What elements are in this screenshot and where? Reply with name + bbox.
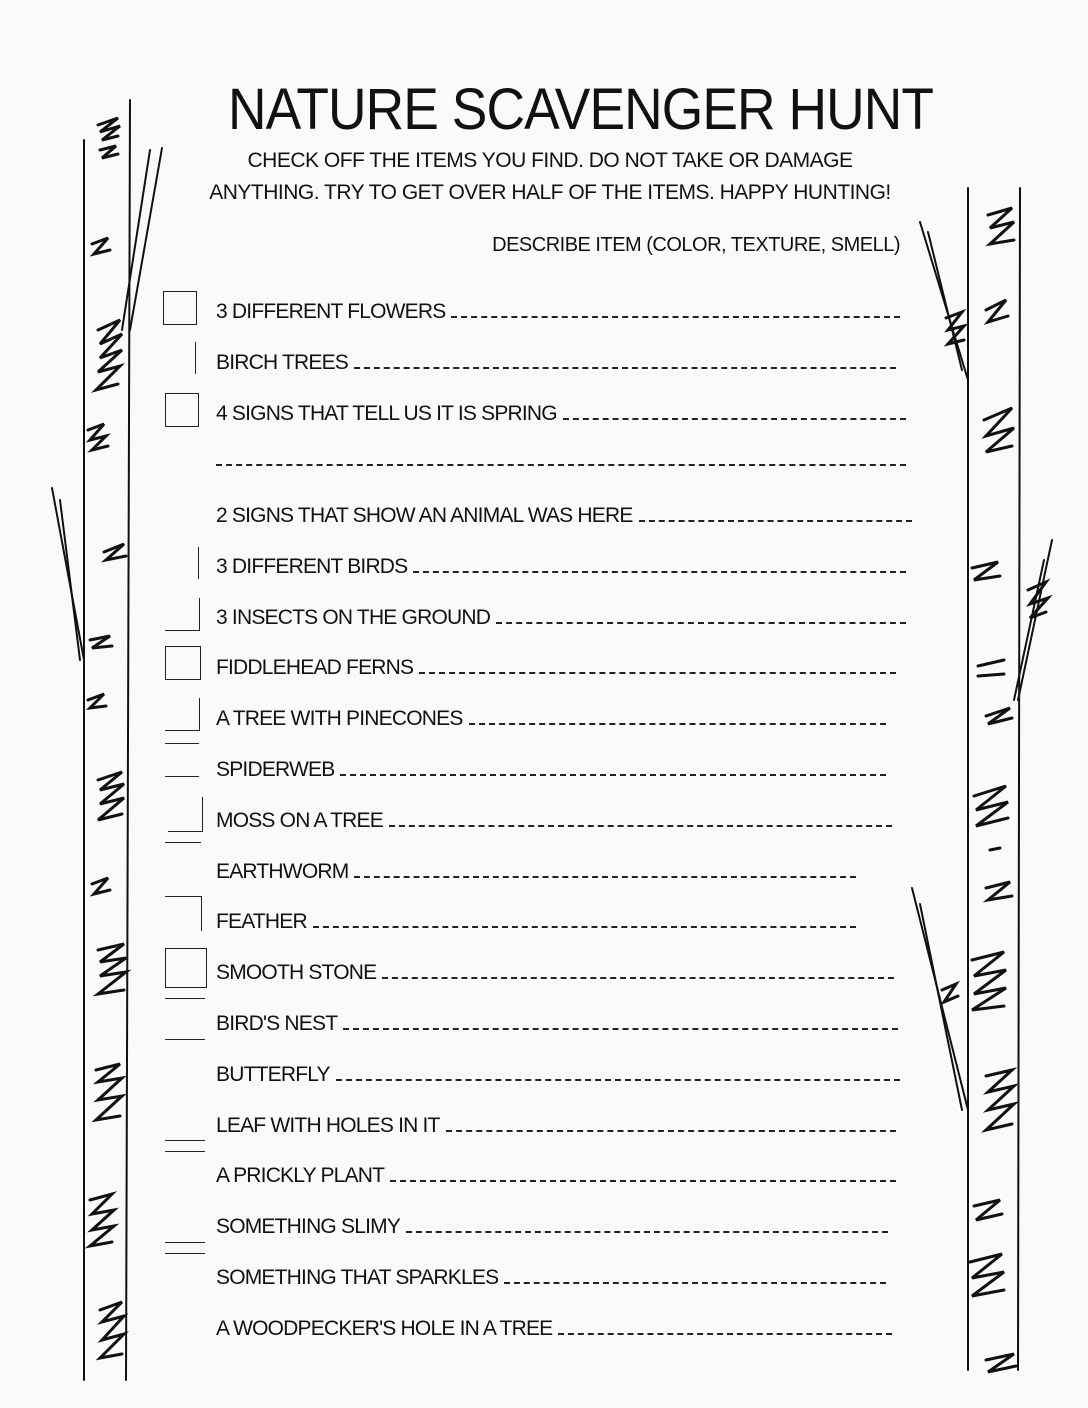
list-item bbox=[216, 498, 912, 528]
list-item bbox=[216, 1158, 896, 1188]
worksheet-title: NATURE SCAVENGER HUNT bbox=[228, 77, 934, 142]
list-item bbox=[216, 650, 896, 680]
answer-line[interactable] bbox=[558, 1333, 892, 1335]
item-label: BUTTERFLY bbox=[216, 1063, 330, 1086]
list-item bbox=[216, 345, 896, 375]
item-label: A TREE WITH PINECONES bbox=[216, 707, 463, 730]
describe-column-header: DESCRIBE ITEM (COLOR, TEXTURE, SMELL) bbox=[492, 234, 900, 256]
answer-line[interactable] bbox=[313, 926, 856, 928]
checkbox[interactable] bbox=[165, 646, 201, 680]
list-item bbox=[216, 904, 856, 934]
answer-line[interactable] bbox=[406, 1231, 888, 1233]
answer-line[interactable] bbox=[382, 977, 894, 979]
item-label: 3 INSECTS ON THE GROUND bbox=[216, 606, 491, 629]
list-item bbox=[216, 396, 906, 426]
answer-line[interactable] bbox=[469, 723, 886, 725]
answer-line[interactable] bbox=[504, 1282, 886, 1284]
answer-line[interactable] bbox=[336, 1079, 900, 1081]
item-label: SOMETHING THAT SPARKLES bbox=[216, 1266, 499, 1289]
checkbox[interactable] bbox=[168, 797, 203, 832]
checkbox[interactable] bbox=[165, 743, 199, 777]
checkbox[interactable] bbox=[163, 291, 197, 325]
item-label: A PRICKLY PLANT bbox=[216, 1164, 385, 1187]
answer-line[interactable] bbox=[446, 1130, 896, 1132]
item-label: EARTHWORM bbox=[216, 860, 349, 883]
checkbox[interactable] bbox=[165, 393, 199, 427]
item-label: FIDDLEHEAD FERNS bbox=[216, 656, 414, 679]
checkbox[interactable] bbox=[165, 598, 200, 631]
answer-line[interactable] bbox=[343, 1028, 898, 1030]
answer-line[interactable] bbox=[340, 774, 886, 776]
answer-line[interactable] bbox=[563, 418, 906, 420]
list-item bbox=[216, 549, 906, 579]
list-item bbox=[216, 854, 856, 884]
checkbox[interactable] bbox=[165, 1140, 205, 1152]
checkbox[interactable] bbox=[163, 342, 196, 374]
item-label: 3 DIFFERENT BIRDS bbox=[216, 555, 408, 578]
item-label: MOSS ON A TREE bbox=[216, 809, 383, 832]
list-item bbox=[216, 1057, 900, 1087]
item-label: SMOOTH STONE bbox=[216, 961, 377, 984]
list-item bbox=[216, 1311, 892, 1341]
list-item bbox=[216, 1108, 896, 1138]
checkbox[interactable] bbox=[165, 842, 201, 843]
item-label: FEATHER bbox=[216, 910, 307, 933]
list-item bbox=[216, 955, 894, 985]
item-label: 3 DIFFERENT FLOWERS bbox=[216, 300, 446, 323]
list-item bbox=[216, 752, 886, 782]
item-label: SOMETHING SLIMY bbox=[216, 1215, 401, 1238]
item-label: 4 SIGNS THAT TELL US IT IS SPRING bbox=[216, 402, 557, 425]
list-item bbox=[216, 1006, 898, 1036]
list-item bbox=[216, 600, 906, 630]
instructions bbox=[190, 145, 910, 209]
list-item bbox=[216, 803, 892, 833]
answer-line[interactable] bbox=[413, 571, 906, 573]
checkbox[interactable] bbox=[165, 896, 202, 931]
list-item bbox=[216, 701, 886, 731]
list-item bbox=[216, 294, 900, 324]
answer-line[interactable] bbox=[451, 316, 900, 318]
instructions-line-1: CHECK OFF THE ITEMS YOU FIND. DO NOT TAKE OR DAMAGE bbox=[247, 149, 853, 172]
checkbox[interactable] bbox=[165, 698, 200, 731]
list-item bbox=[216, 1260, 886, 1290]
answer-line[interactable] bbox=[639, 520, 912, 522]
list-item bbox=[216, 1209, 888, 1239]
answer-line[interactable] bbox=[389, 825, 892, 827]
item-label: 2 SIGNS THAT SHOW AN ANIMAL WAS HERE bbox=[216, 504, 633, 527]
answer-line[interactable] bbox=[354, 367, 896, 369]
item-label: BIRD'S NEST bbox=[216, 1012, 338, 1035]
instructions-line-2: ANYTHING. TRY TO GET OVER HALF OF THE ITEMS. HAPPY HUNTING! bbox=[209, 181, 891, 204]
item-label: A WOODPECKER'S HOLE IN A TREE bbox=[216, 1317, 553, 1340]
answer-line[interactable] bbox=[354, 876, 856, 878]
item-label: BIRCH TREES bbox=[216, 351, 349, 374]
checkbox[interactable] bbox=[165, 1242, 205, 1254]
item-label: LEAF WITH HOLES IN IT bbox=[216, 1114, 440, 1137]
checkbox[interactable] bbox=[165, 998, 205, 1040]
answer-line[interactable] bbox=[496, 622, 906, 624]
answer-line[interactable] bbox=[390, 1180, 896, 1182]
answer-line-extra[interactable] bbox=[216, 464, 906, 466]
answer-line[interactable] bbox=[419, 672, 896, 674]
checkbox[interactable] bbox=[165, 948, 207, 988]
checkbox[interactable] bbox=[168, 547, 199, 579]
item-label: SPIDERWEB bbox=[216, 758, 335, 781]
